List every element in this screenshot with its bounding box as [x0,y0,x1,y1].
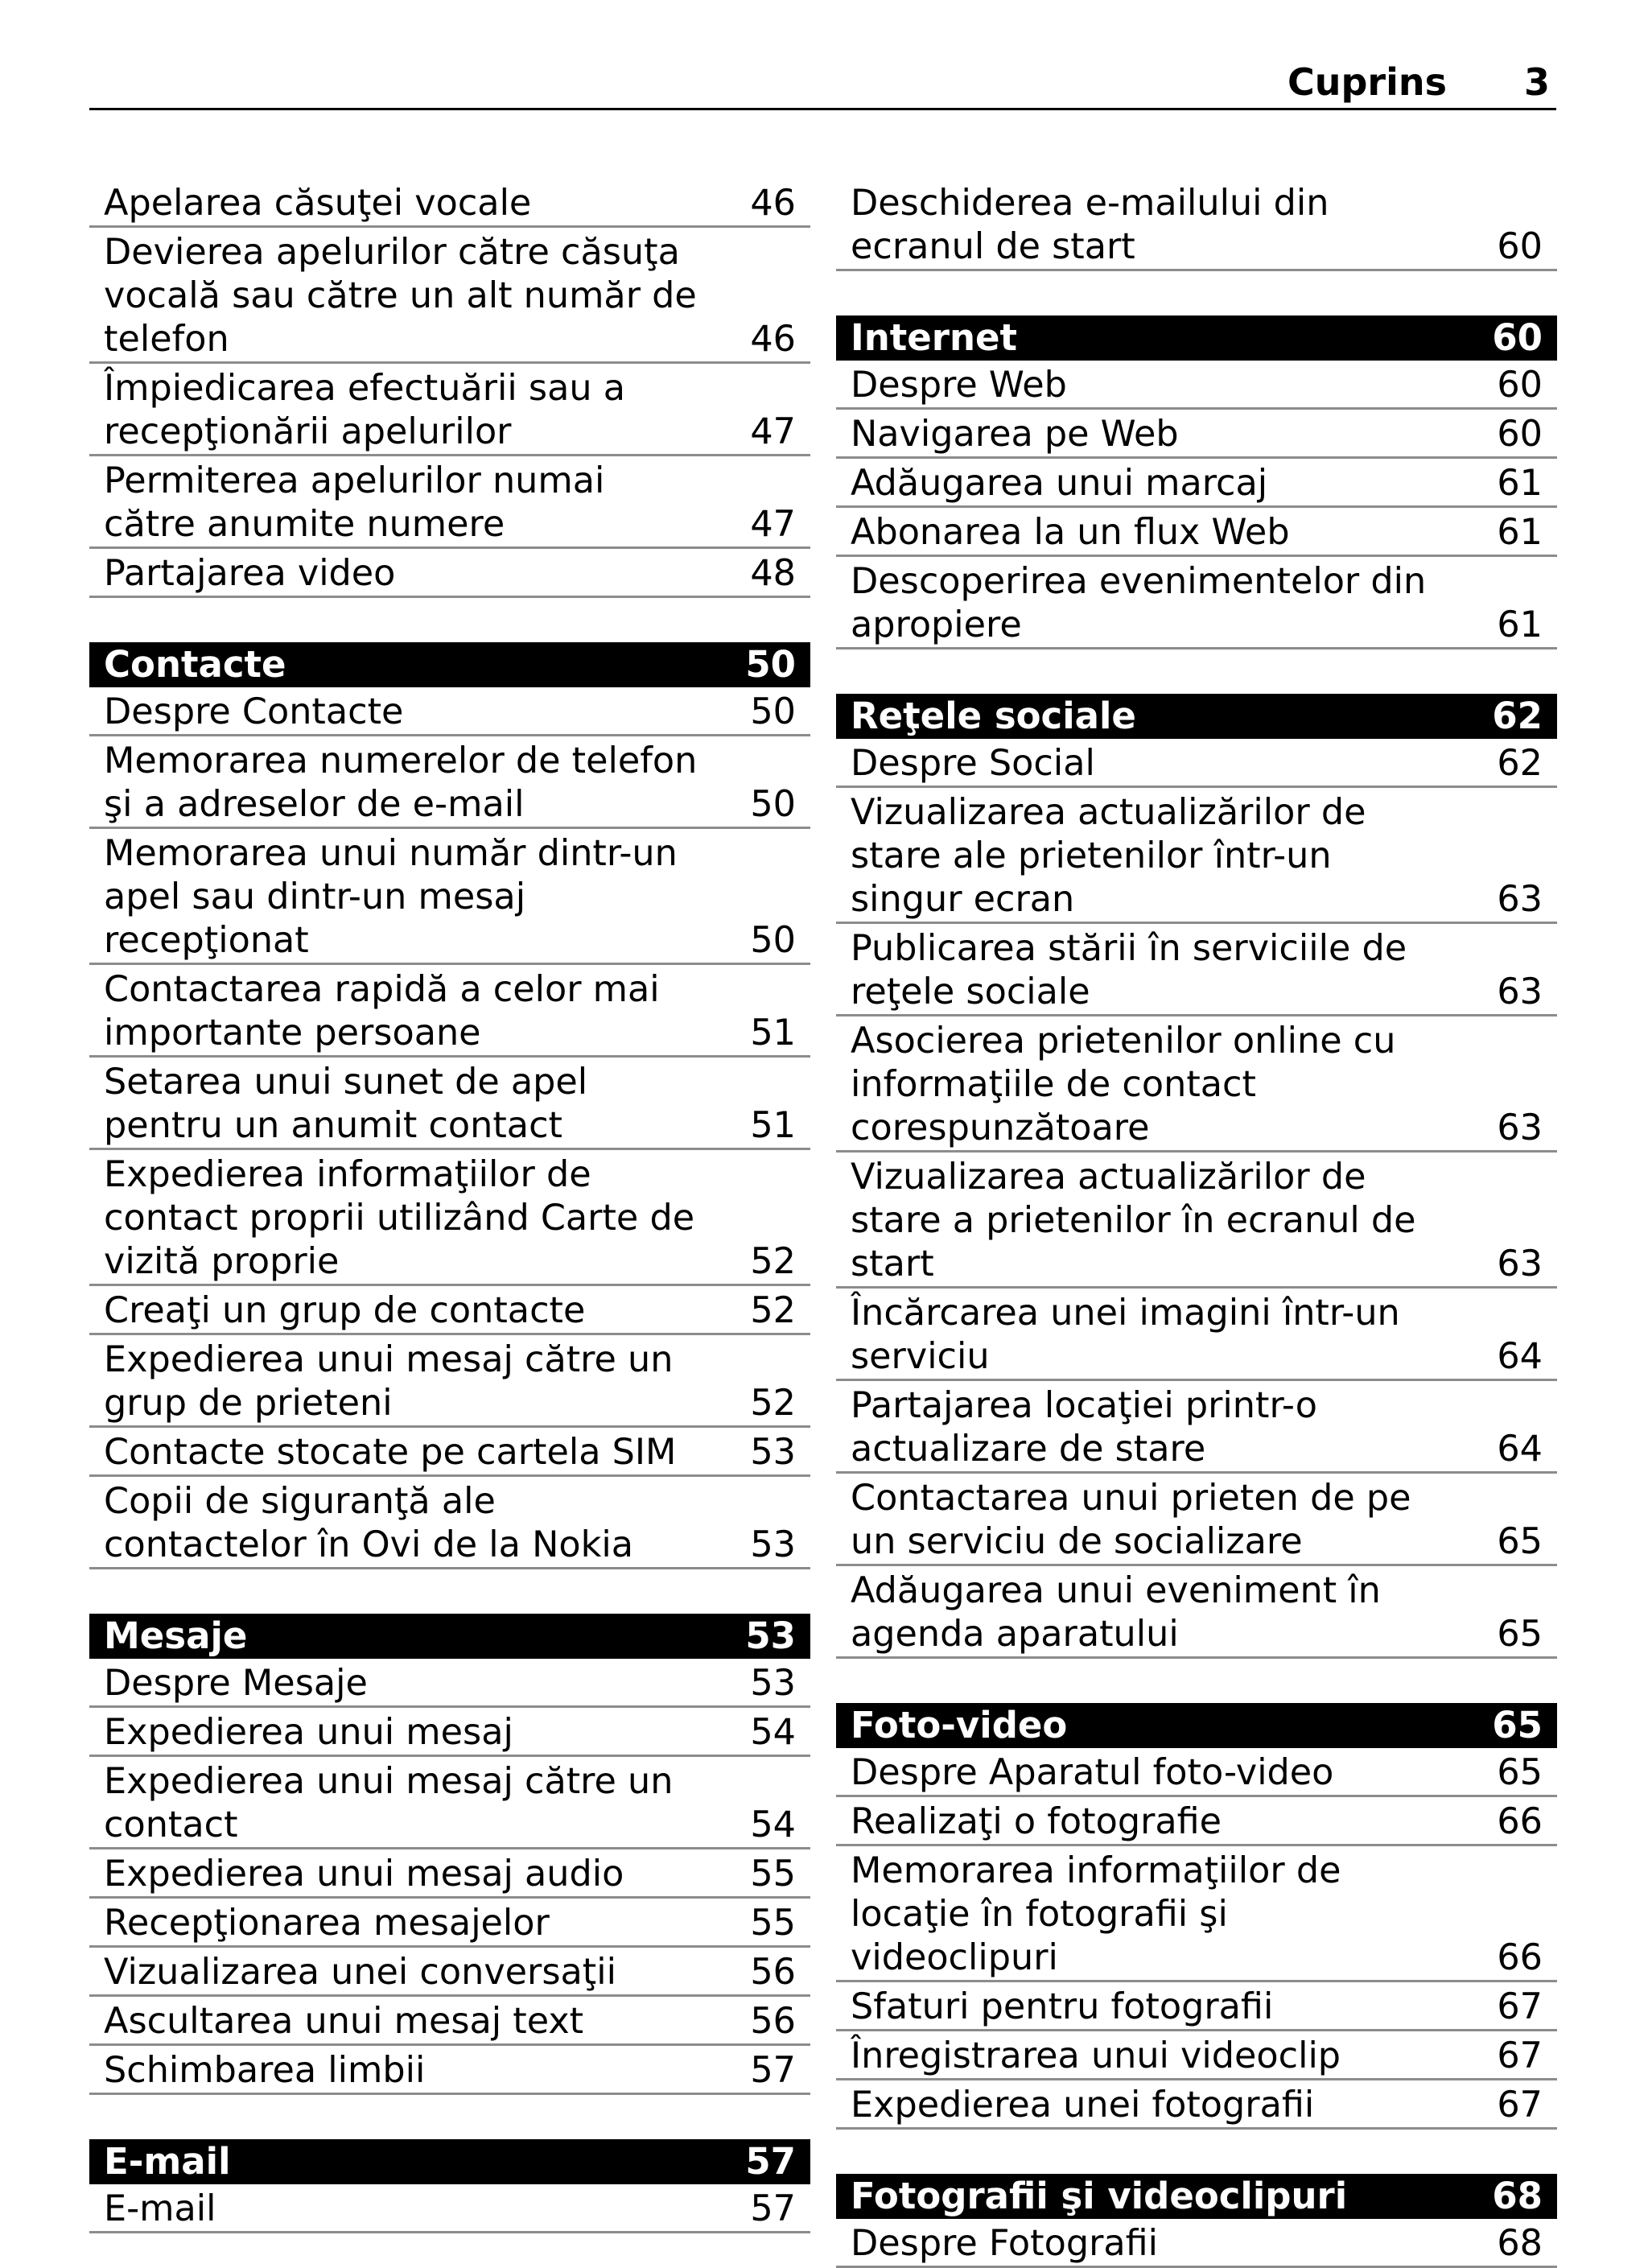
toc-entry-title: Vizualizarea actualizărilor de stare ale prietenilor într-un singur ecran [851,792,1366,920]
toc-entry-title: Navigarea pe Web [851,414,1179,455]
toc-entry[interactable] [89,1708,810,1757]
header-page-number: 3 [1523,60,1550,104]
toc-entry-title: Apelarea căsuţei vocale [104,183,532,224]
section-heading-title: Internet [851,316,1018,359]
toc-entry[interactable] [89,1757,810,1849]
toc-entry[interactable] [836,1289,1557,1381]
toc-entry-page: 60 [1497,226,1543,267]
toc-entry[interactable] [836,2219,1557,2268]
toc-entry[interactable] [89,1335,810,1428]
toc-entry-page: 64 [1497,1336,1543,1377]
toc-entry[interactable] [836,410,1557,459]
toc-entry-title: Memorarea numerelor de telefon şi a adreselor de e-mail [104,740,698,825]
toc-entry-title: E-mail [104,2188,216,2229]
toc-entry-page: 62 [1497,743,1543,784]
toc-entry-title: Adăugarea unui eveniment în agenda aparatului [851,1570,1381,1655]
toc-entry-title: Despre Web [851,365,1067,406]
section-heading-page: 50 [745,643,796,686]
toc-entry-title: Recepţionarea mesajelor [104,1903,550,1944]
toc-entry-title: Despre Mesaje [104,1663,368,1704]
toc-entry[interactable] [836,1474,1557,1566]
section-heading-page: 65 [1492,1704,1543,1746]
toc-entry-title: Copii de siguranţă ale contactelor în Ovi de la Nokia [104,1481,633,1565]
toc-entry-page: 63 [1497,971,1543,1012]
toc-entry-page: 66 [1497,1801,1543,1842]
toc-entry-title: Memorarea informaţiilor de locaţie în fotografii şi videoclipuri [851,1850,1341,1978]
toc-entry-page: 53 [750,1432,796,1473]
section-heading-page: 60 [1492,316,1543,359]
toc-entry-title: Expedierea unui mesaj [104,1712,513,1753]
section-heading-title: Contacte [104,643,286,686]
toc-entry-title: Ascultarea unui mesaj text [104,2001,584,2042]
toc-entry[interactable] [836,739,1557,788]
toc-entry-page: 47 [750,504,796,545]
toc-entry-page: 50 [750,691,796,732]
toc-entry-title: Expedierea unui mesaj audio [104,1854,624,1895]
toc-entry-page: 51 [750,1012,796,1054]
toc-entry-page: 61 [1497,604,1543,645]
toc-entry-title: Expedierea unui mesaj către un grup de prieteni [104,1339,674,1424]
toc-entry[interactable] [89,1428,810,1477]
toc-entry[interactable] [836,1982,1557,2031]
toc-entry-title: Despre Aparatul foto-video [851,1752,1334,1793]
toc-entry-title: Expedierea unei fotografii [851,2084,1315,2126]
toc-entry-title: Sfaturi pentru fotografii [851,1986,1274,2027]
toc-entry[interactable] [89,1058,810,1150]
toc-entry-page: 57 [750,2188,796,2229]
toc-entry[interactable] [89,965,810,1058]
toc-entry-title: Adăugarea unui marcaj [851,463,1268,504]
toc-entry[interactable] [836,1566,1557,1659]
toc-entry[interactable] [836,1797,1557,1846]
toc-entry-title: Despre Contacte [104,691,404,732]
toc-entry[interactable] [89,2184,810,2233]
toc-entry-page: 53 [750,1524,796,1565]
toc-entry-title: Vizualizarea unei conversaţii [104,1952,616,1993]
toc-entry-page: 52 [750,1383,796,1424]
toc-entry[interactable] [89,1899,810,1948]
toc-entry[interactable] [89,549,810,598]
section-heading-title: Fotografii şi videoclipuri [851,2175,1348,2217]
toc-entry-page: 67 [1497,2084,1543,2126]
toc-entry-page: 66 [1497,1937,1543,1978]
toc-entry-page: 56 [750,1952,796,1993]
toc-entry-title: Expedierea unui mesaj către un contact [104,1761,674,1845]
toc-entry-title: Încărcarea unei imagini într-un serviciu [851,1293,1400,1377]
toc-entry-title: Schimbarea limbii [104,2050,426,2091]
section-heading[interactable] [836,1703,1557,1748]
toc-entry-page: 60 [1497,414,1543,455]
toc-entry-page: 60 [1497,365,1543,406]
toc-entry[interactable] [836,1016,1557,1153]
toc-entry[interactable] [836,459,1557,508]
toc-entry[interactable] [836,1846,1557,1982]
section-heading-page: 57 [745,2140,796,2183]
toc-entry-title: Asocierea prietenilor online cu informaţiile de contact corespunzătoare [851,1021,1396,1148]
toc-entry-page: 52 [750,1290,796,1331]
toc-entry-page: 67 [1497,2035,1543,2076]
toc-entry-page: 63 [1497,1107,1543,1148]
toc-entry-title: Înregistrarea unui videoclip [851,2035,1341,2076]
section-heading-title: E-mail [104,2140,231,2183]
toc-entry-title: Permiterea apelurilor numai către anumite numere [104,460,605,545]
toc-entry-page: 54 [750,1712,796,1753]
toc-entry[interactable] [89,687,810,736]
toc-entry[interactable] [836,924,1557,1016]
toc-entry-title: Împiedicarea efectuării sau a recepţionării apelurilor [104,368,625,452]
toc-entry-title: Realizaţi o fotografie [851,1801,1222,1842]
toc-entry-title: Vizualizarea actualizărilor de stare a prietenilor în ecranul de start [851,1157,1416,1285]
toc-entry[interactable] [836,508,1557,557]
toc-entry[interactable] [89,1477,810,1569]
toc-entry[interactable] [89,456,810,549]
toc-entry[interactable] [89,179,810,228]
header-title: Cuprins [1287,60,1447,104]
section-heading-page: 62 [1492,695,1543,737]
toc-entry[interactable] [836,557,1557,649]
toc-entry-page: 63 [1497,879,1543,920]
toc-entry[interactable] [89,2046,810,2095]
toc-entry[interactable] [89,1997,810,2046]
toc-entry-title: Memorarea unui număr dintr-un apel sau dintr-un mesaj recepţionat [104,833,678,961]
toc-entry[interactable] [89,1286,810,1335]
toc-entry-page: 65 [1497,1614,1543,1655]
toc-entry-page: 67 [1497,1986,1543,2027]
toc-entry-page: 57 [750,2050,796,2091]
toc-entry-title: Partajarea video [104,553,396,594]
section-heading[interactable] [89,1614,810,1659]
toc-entry-title: Expedierea informaţiilor de contact proprii utilizând Carte de vizită proprie [104,1154,695,1282]
toc-entry-page: 68 [1497,2223,1543,2264]
section-heading[interactable] [89,2139,810,2184]
toc-entry-title: Abonarea la un flux Web [851,512,1290,553]
page-header [89,58,1556,110]
toc-entry[interactable] [89,228,810,364]
section-heading-page: 68 [1492,2175,1543,2217]
toc-entry-title: Publicarea stării în serviciile de reţele sociale [851,928,1407,1012]
toc-entry-page: 55 [750,1903,796,1944]
toc-entry-title: Devierea apelurilor către căsuţa vocală sau către un alt număr de telefon [104,232,697,360]
toc-entry-page: 61 [1497,463,1543,504]
toc-column-right [836,179,1557,2268]
toc-entry[interactable] [836,1381,1557,1474]
section-heading[interactable] [836,694,1557,739]
toc-entry-title: Deschiderea e-mailului din ecranul de start [851,183,1329,267]
toc-entry[interactable] [836,179,1557,271]
toc-entry[interactable] [89,736,810,829]
section-heading[interactable] [89,642,810,687]
toc-entry-page: 55 [750,1854,796,1895]
toc-entry[interactable] [836,1153,1557,1289]
toc-entry-page: 47 [750,411,796,452]
section-heading[interactable] [836,315,1557,361]
toc-entry-title: Despre Fotografii [851,2223,1159,2264]
toc-entry-title: Contactarea unui prieten de pe un serviciu de socializare [851,1478,1411,1562]
toc-entry-page: 51 [750,1105,796,1146]
toc-entry-title: Contactarea rapidă a celor mai importante persoane [104,969,660,1054]
toc-entry-title: Contacte stocate pe cartela SIM [104,1432,677,1473]
toc-entry-page: 46 [750,319,796,360]
toc-entry[interactable] [836,1748,1557,1797]
toc-entry-page: 52 [750,1241,796,1282]
section-heading[interactable] [836,2174,1557,2219]
toc-entry[interactable] [89,1849,810,1899]
toc-entry[interactable] [89,364,810,456]
toc-entry[interactable] [836,2031,1557,2080]
toc-entry[interactable] [836,788,1557,924]
toc-entry-page: 50 [750,784,796,825]
section-heading-page: 53 [745,1614,796,1657]
toc-entry-page: 54 [750,1804,796,1845]
toc-column-left [89,179,810,2233]
toc-entry-page: 50 [750,920,796,961]
toc-entry-title: Creaţi un grup de contacte [104,1290,586,1331]
toc-entry[interactable] [89,1659,810,1708]
toc-entry[interactable] [836,2080,1557,2130]
toc-entry-title: Descoperirea evenimentelor din apropiere [851,561,1427,645]
toc-entry-title: Despre Social [851,743,1095,784]
toc-entry-page: 65 [1497,1752,1543,1793]
toc-entry[interactable] [836,361,1557,410]
toc-entry-title: Partajarea locaţiei printr-o actualizare de stare [851,1385,1317,1470]
toc-entry-page: 65 [1497,1521,1543,1562]
toc-entry[interactable] [89,1150,810,1286]
toc-entry-page: 48 [750,553,796,594]
toc-entry-page: 63 [1497,1243,1543,1285]
toc-entry-page: 61 [1497,512,1543,553]
toc-entry-title: Setarea unui sunet de apel pentru un anumit contact [104,1062,588,1146]
toc-entry-page: 46 [750,183,796,224]
section-heading-title: Mesaje [104,1614,248,1657]
section-heading-title: Foto-video [851,1704,1068,1746]
section-heading-title: Reţele sociale [851,695,1136,737]
toc-entry[interactable] [89,829,810,965]
toc-entry-page: 64 [1497,1429,1543,1470]
toc-entry-page: 53 [750,1663,796,1704]
toc-entry[interactable] [89,1948,810,1997]
toc-entry-page: 56 [750,2001,796,2042]
